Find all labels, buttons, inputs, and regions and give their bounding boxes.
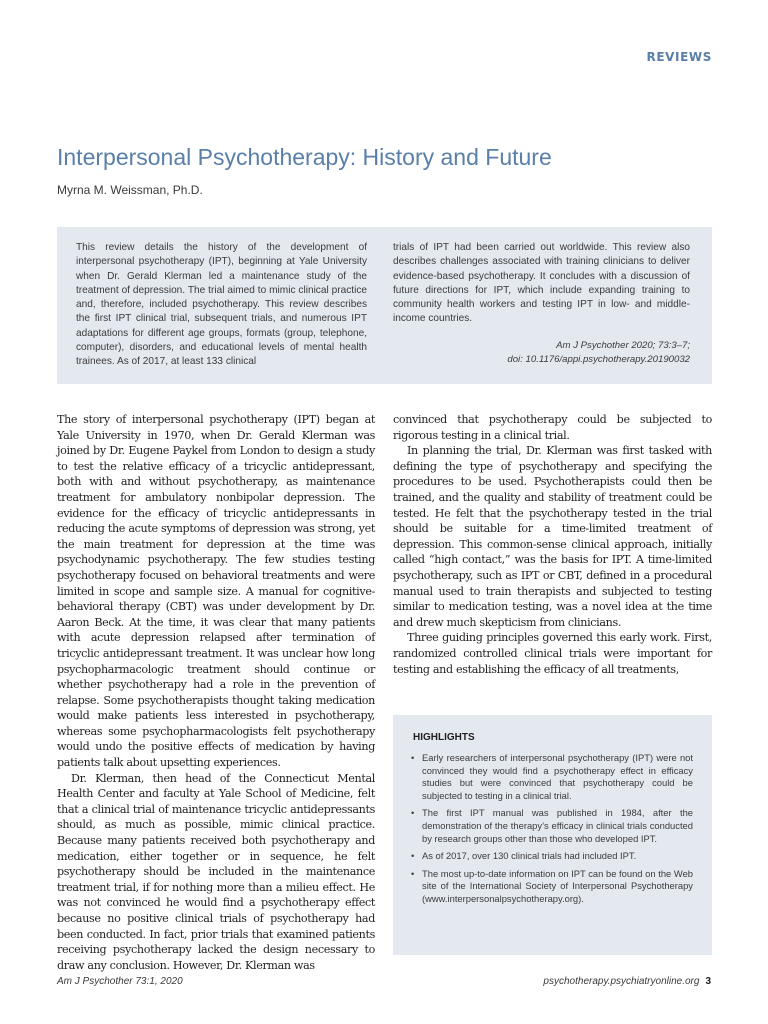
highlight-item: • Early researchers of interpersonal psychotherapy (IPT) were not convinced they would find a psychotherapy effect in efficacy studies but were convinced that psychotherapy could be subjected to testing in a clinical trial. xyxy=(411,752,693,802)
body-paragraph: In planning the trial, Dr. Klerman was first tasked with defining the type of psychotherapy and specifying the procedures to be used. Psychotherapists could then be trained, and the quality and stability of treatment could be tested. He felt that the psychotherapy tested in the trial should be suitable for a time-limited treatment of depression. This common-sense clinical approach, initially called “high contact,” was the basis for IPT. A time-limited psychotherapy, such as IPT or CBT, defined in a procedural manual used to train therapists and subjected to testing similar to medication testing, was a novel idea at the time and drew much skepticism from clinicians. xyxy=(393,444,712,629)
highlight-item: • The first IPT manual was published in 1984, after the demonstration of the therapy’s efficacy in clinical trials conducted by research groups other than those who developed IPT. xyxy=(411,807,693,845)
body-paragraph: The story of interpersonal psychotherapy (IPT) began at Yale University in 1970, when Dr. Gerald Klerman was joined by Dr. Eugene Paykel from London to design a study to test the relative efficacy of a tricyclic antidepressant, both with and without psychotherapy, as maintenance treatment for ambulatory nonbipolar depression. The evidence for the efficacy of tricyclic antidepressants in reducing the acute symptoms of depression was strong, yet the main treatment for depression at the time was psychodynamic psychotherapy. The few studies testing psychotherapy focused on behavioral treatments and were limited in scope and sample size. A manual for cognitive-behavioral therapy (CBT) was under development by Dr. Aaron Beck. At the time, it was clear that many patients with acute depression relapsed after termination of tricyclic antidepressant treatment. It was unclear how long psychopharmacologic treatment should continue or whether psychotherapy had a role in the prevention of relapse. Some psychotherapists thought taking medication would make patients less interested in psychotherapy, whereas some psychopharmacologists felt psychotherapy would undo the positive effects of medication by having patients talk about upsetting experiences. xyxy=(57,413,375,770)
highlights-heading: HIGHLIGHTS xyxy=(413,732,475,743)
body-left-column xyxy=(57,412,375,973)
highlight-item: • The most up-to-date information on IPT can be found on the Web site of the International Society of Interpersonal Psychotherapy (www.interpersonalpsychotherapy.org). xyxy=(411,868,693,906)
doi-line: doi: 10.1176/appi.psychotherapy.20190032 xyxy=(507,354,690,366)
highlights-list xyxy=(411,752,693,911)
body-right-column xyxy=(393,412,712,677)
citation-line: Am J Psychother 2020; 73:3–7; xyxy=(556,340,690,351)
body-paragraph: convinced that psychotherapy could be subjected to rigorous testing in a clinical trial. xyxy=(393,413,712,442)
highlight-item: • As of 2017, over 130 clinical trials had included IPT. xyxy=(411,850,693,863)
article-title: Interpersonal Psychotherapy: History and Future xyxy=(57,144,552,170)
author-byline: Myrna M. Weissman, Ph.D. xyxy=(57,183,203,197)
abstract-box xyxy=(57,227,712,384)
body-paragraph: Dr. Klerman, then head of the Connecticut Mental Health Center and faculty at Yale School of Medicine, felt that a clinical trial of maintenance tricyclic antidepressants should, as much as possible, mimic clinical practice. Because many patients received both psychotherapy and medication, either together or in sequence, he felt psychotherapy should be included in the maintenance treatment trial, if for nothing more than a milieu effect. He was not convinced he would find a psychotherapy effect because no positive clinical trials of psychotherapy had been conducted. In fact, prior trials that examined patients receiving psychotherapy lacked the design necessary to draw any conclusion. However, Dr. Klerman was xyxy=(57,771,375,972)
citation xyxy=(507,339,690,368)
body-paragraph: Three guiding principles governed this early work. First, randomized controlled clinical trials were important for testing and establishing the efficacy of all treatments, xyxy=(393,631,712,676)
abstract-left-column: This review details the history of the development of interpersonal psychotherapy (IPT), beginning at Yale University when Dr. Gerald Klerman led a maintenance study of the treatment of depression. The trial aimed to mimic clinical practice and, therefore, included psychotherapy. This review describes the first IPT clinical trial, subsequent trials, and numerous IPT adaptations for different age groups, formats (group, telephone, computer), disorders, and educational levels of mental health trainees. As of 2017, at least 133 clinical xyxy=(76,242,367,368)
section-label: REVIEWS xyxy=(646,50,712,64)
highlights-box xyxy=(393,715,712,955)
footer-right xyxy=(543,976,711,987)
footer-journal: Am J Psychother 73:1, 2020 xyxy=(57,976,183,987)
page-number: 3 xyxy=(705,976,711,987)
footer-url[interactable]: psychotherapy.psychiatryonline.org xyxy=(543,976,700,987)
abstract-right-column: trials of IPT had been carried out worldwide. This review also describes challenges associated with training clinicians to deliver evidence-based psychotherapy. It concludes with a discussion of future directions for IPT, which include expanding training to community health workers and testing IPT in low- and middle-income countries. xyxy=(393,242,690,325)
